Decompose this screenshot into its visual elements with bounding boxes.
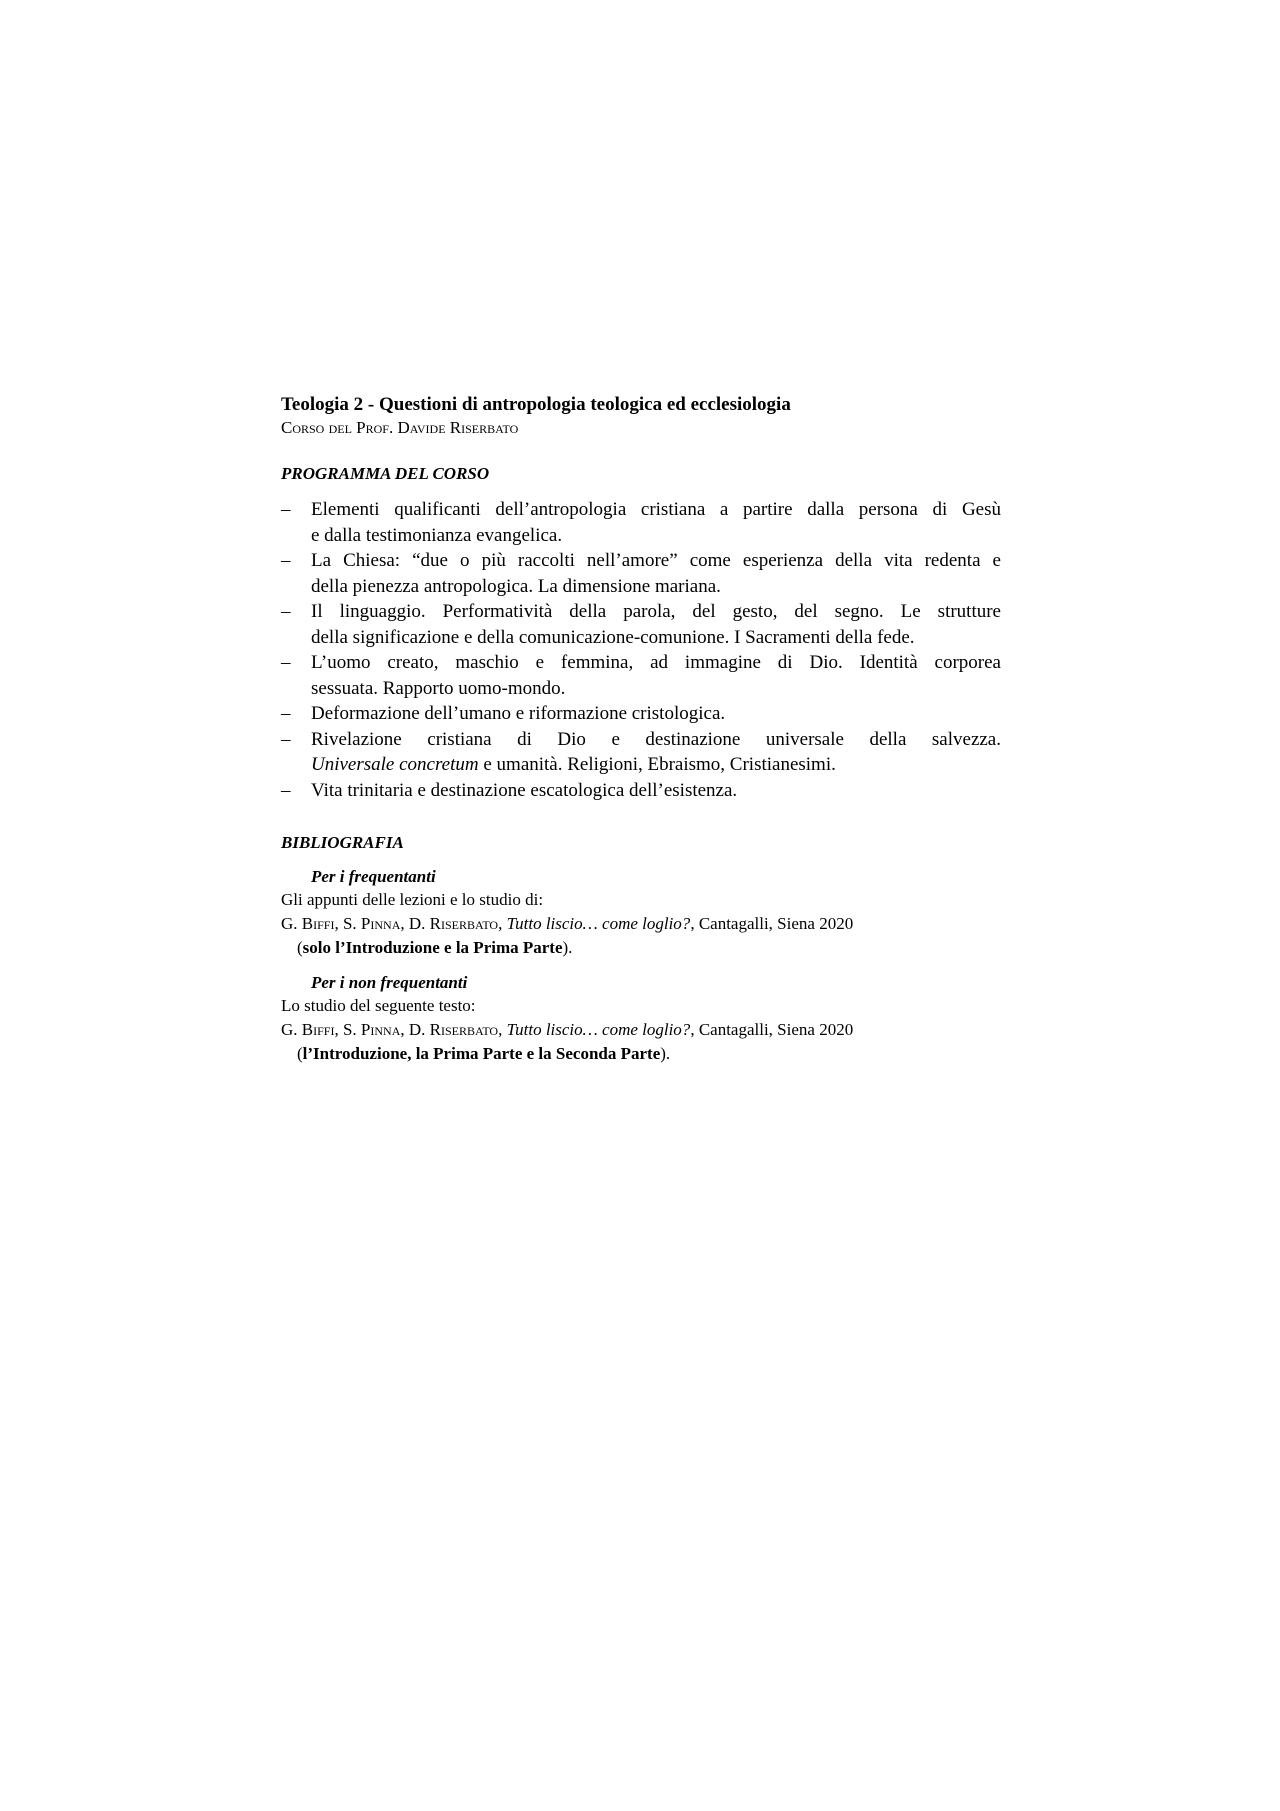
program-item-text-rest: e umanità. Religioni, Ebraismo, Cristianesimi. xyxy=(478,754,836,775)
program-item-6 xyxy=(281,727,1001,778)
program-item-1 xyxy=(281,497,1001,548)
non-attending-reference xyxy=(281,1018,1001,1042)
note-bold-text: solo l’Introduzione e la Prima Parte xyxy=(302,938,563,957)
reference-authors: G. Biffi, S. Pinna, D. Riserbato, xyxy=(281,1020,507,1039)
program-item-text: Vita trinitaria e destinazione escatologica dell’esistenza. xyxy=(311,779,738,801)
non-attending-intro: Lo studio del seguente testo: xyxy=(281,996,476,1015)
reference-publisher: , Cantagalli, Siena 2020 xyxy=(690,914,854,933)
course-title: Teologia 2 - Questioni di antropologia teologica ed ecclesiologia xyxy=(281,394,791,415)
note-paren-close: ). xyxy=(562,938,573,957)
program-item-text: Deformazione dell’umano e riformazione cristologica. xyxy=(311,703,726,724)
bullet-dash: – xyxy=(281,499,291,520)
reference-book-title: Tutto liscio… come loglio? xyxy=(506,1020,691,1039)
bibliography-non-attending xyxy=(281,972,1001,1066)
reference-authors: G. Biffi, S. Pinna, D. Riserbato, xyxy=(281,914,507,933)
program-item-4 xyxy=(281,650,1001,701)
program-item-text: sessuata. Rapporto uomo-mondo. xyxy=(311,677,566,699)
program-item-text xyxy=(311,752,1001,778)
note-bold-text: l’Introduzione, la Prima Parte e la Seconda Parte xyxy=(302,1044,661,1063)
bullet-dash: – xyxy=(281,601,291,622)
non-attending-subheading: Per i non frequentanti xyxy=(311,973,468,992)
italic-latin-term: Universale concretum xyxy=(311,754,479,775)
program-item-3 xyxy=(281,599,1001,650)
bullet-dash: – xyxy=(281,652,291,673)
reference-book-title: Tutto liscio… come loglio? xyxy=(506,914,691,933)
non-attending-note xyxy=(281,1042,1001,1066)
program-list xyxy=(281,497,1001,803)
program-item-2 xyxy=(281,548,1001,599)
bullet-dash: – xyxy=(281,703,291,724)
program-item-text: Elementi qualificanti dell’antropologia cristiana a partire dalla persona di Gesù xyxy=(311,499,1001,520)
program-item-5 xyxy=(281,701,1001,727)
professor-line: Corso del Prof. Davide Riserbato xyxy=(281,418,519,437)
program-item-text: L’uomo creato, maschio e femmina, ad immagine di Dio. Identità corporea xyxy=(311,652,1001,673)
document-page xyxy=(281,393,1001,1066)
bibliography-heading: BIBLIOGRAFIA xyxy=(281,833,404,852)
bullet-dash: – xyxy=(281,550,291,571)
program-item-text: Il linguaggio. Performatività della parola, del gesto, del segno. Le strutture xyxy=(311,601,1001,622)
attending-note xyxy=(281,936,1001,960)
attending-reference xyxy=(281,912,1001,936)
bibliography-attending xyxy=(281,866,1001,960)
program-item-text: della significazione e della comunicazione-comunione. I Sacramenti della fede. xyxy=(311,626,915,648)
note-paren-open: ( xyxy=(297,1044,303,1063)
attending-subheading: Per i frequentanti xyxy=(311,867,436,886)
program-item-text: Rivelazione cristiana di Dio e destinazione universale della salvezza. xyxy=(311,728,1001,750)
program-item-text: La Chiesa: “due o più raccolti nell’amore” come esperienza della vita redenta e xyxy=(311,550,1001,571)
reference-publisher: , Cantagalli, Siena 2020 xyxy=(690,1020,854,1039)
note-paren-open: ( xyxy=(297,938,303,957)
bullet-dash: – xyxy=(281,779,291,801)
note-paren-close: ). xyxy=(660,1044,671,1063)
program-item-7 xyxy=(281,778,1001,804)
bullet-dash: – xyxy=(281,728,291,750)
program-item-text: della pienezza antropologica. La dimensione mariana. xyxy=(311,575,721,597)
program-heading: PROGRAMMA DEL CORSO xyxy=(281,464,490,483)
attending-intro: Gli appunti delle lezioni e lo studio di: xyxy=(281,890,544,909)
program-item-text: e dalla testimonianza evangelica. xyxy=(311,524,563,546)
